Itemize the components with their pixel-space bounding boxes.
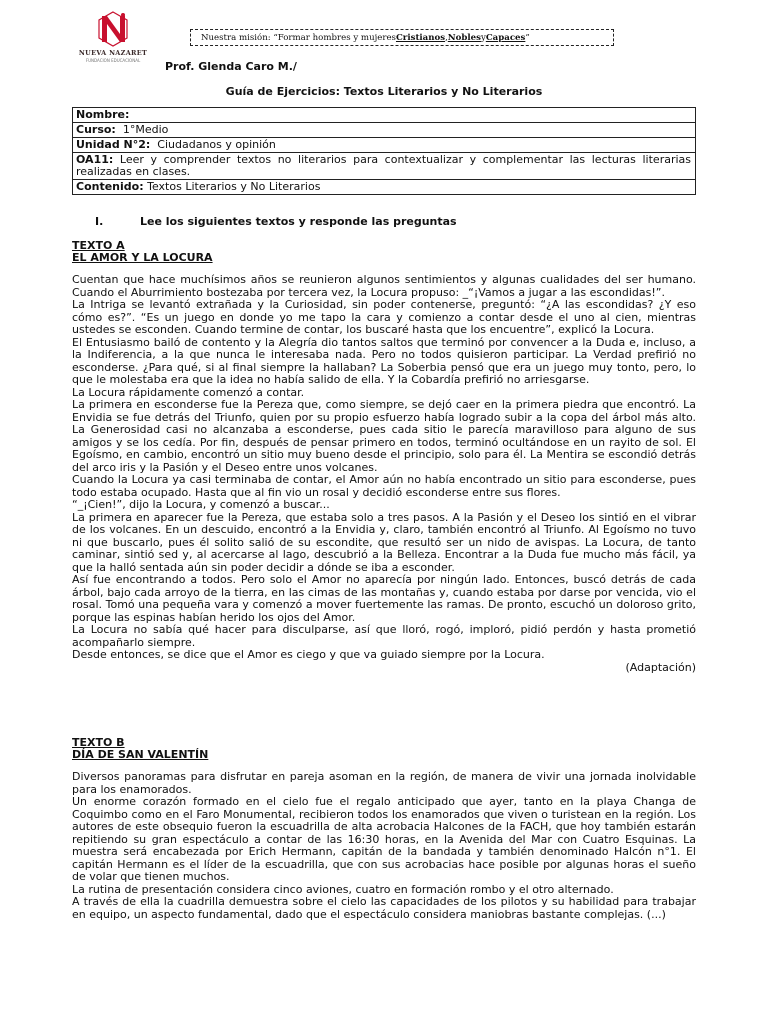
mission-separator: y bbox=[480, 32, 486, 43]
course-label: Curso: bbox=[76, 123, 116, 136]
table-row bbox=[73, 123, 696, 138]
texto-a-label: TEXTO A bbox=[72, 239, 125, 252]
school-logo-icon bbox=[93, 10, 133, 48]
table-row bbox=[73, 108, 696, 123]
school-logo bbox=[74, 10, 152, 72]
content-value: Textos Literarios y No Literarios bbox=[147, 180, 321, 193]
paragraph: La rutina de presentación considera cinco aviones, cuatro en formación rombo y el otro alternado. bbox=[72, 882, 614, 896]
unit-label: Unidad N°2: bbox=[76, 138, 151, 151]
name-label: Nombre: bbox=[76, 108, 130, 121]
paragraph: La primera en aparecer fue la Pereza, que estaba solo a tres pasos. A la Pasión y el Deseo los sintió en el vibrar de los volcanes. En un descuido, encontró a la Envidia y, claro, también encontró al Triunfo. Al Egoísmo no tuvo ni que buscarlo, pues él solito salió de su escondite, que resultó ser un nido de avispas. La Locura, de tanto caminar, sintió sed y, al acercarse al lago, descubrió a la Belleza. Encontrar a la Duda fue mucho más fácil, ya que la halló sentada aún sin poder decidir a dónde se iba a esconder. bbox=[72, 510, 696, 574]
name-cell[interactable] bbox=[73, 108, 696, 123]
texto-a-heading bbox=[72, 240, 213, 264]
mission-statement bbox=[190, 29, 614, 46]
school-subtitle: FUNDACION EDUCACIONAL bbox=[85, 58, 141, 63]
paragraph: Cuando la Locura ya casi terminaba de contar, el Amor aún no había encontrado un sitio para esconderse, pues todo estaba ocupado. Hasta que al fin vio un rosal y decidió esconderse entre sus flores. bbox=[72, 473, 696, 499]
texto-b-label: TEXTO B bbox=[72, 736, 125, 749]
teacher-name: Prof. Glenda Caro M./ bbox=[165, 60, 297, 73]
section-title: Lee los siguientes textos y responde las preguntas bbox=[140, 215, 457, 228]
page-title: Guía de Ejercicios: Textos Literarios y No Literarios bbox=[225, 85, 543, 98]
paragraph: Desde entonces, se dice que el Amor es ciego y que va guiado siempre por la Locura. bbox=[72, 648, 545, 661]
mission-separator: , bbox=[445, 32, 448, 43]
content-label: Contenido: bbox=[76, 180, 144, 193]
table-row bbox=[73, 153, 696, 180]
paragraph: La Locura no sabía qué hacer para disculparse, así que lloró, rogó, imploró, pidió perdón y hasta prometió acompañarlo siempre. bbox=[72, 623, 696, 649]
texto-b-title: DÍA DE SAN VALENTÍN bbox=[72, 748, 209, 761]
mission-end: ” bbox=[525, 32, 530, 43]
school-name: NUEVA NAZARET bbox=[78, 49, 148, 57]
source-note: (Adaptación) bbox=[625, 660, 696, 674]
texto-a-body bbox=[72, 274, 696, 674]
texto-b-heading bbox=[72, 737, 208, 761]
paragraph: La Locura rápidamente comenzó a contar. bbox=[72, 385, 305, 399]
unit-cell bbox=[73, 138, 696, 153]
objective-cell bbox=[73, 153, 696, 180]
course-cell bbox=[73, 123, 696, 138]
objective-label: OA11: bbox=[76, 153, 114, 166]
section-heading bbox=[95, 215, 457, 228]
paragraph: La primera en esconderse fue la Pereza que, como siempre, se dejó caer en la primera piedra que encontró. La Envidia se fue detrás del Triunfo, quien por su propio esfuerzo había logrado subir a la copa del árbol más alto. La Generosidad casi no alcanzaba a esconderse, pues cada sitio le parecía maravilloso para alguno de sus amigos y se los cedía. Por fin, después de pensar primero en todos, terminó ocultándose en un rayito de sol. El Egoísmo, en cambio, encontró un sitio muy bueno desde el principio, solo para él. La Mentira se escondió detrás del arco iris y la Pasión y el Deseo entre unos volcanes. bbox=[72, 398, 696, 474]
mission-word-cristianos: Cristianos bbox=[395, 32, 446, 43]
course-value: 1°Medio bbox=[122, 123, 169, 136]
student-info-table bbox=[72, 107, 696, 195]
paragraph: Un enorme corazón formado en el cielo fue el regalo anticipado que ayer, tanto en la playa Changa de Coquimbo como en el Faro Monumental, recibieron todos los enamorados que viven o turistean en la región. Los autores de este obsequio fueron la escuadrilla de alta acrobacia Halcones de la FACH, que hoy también estarán repitiendo su gran espectáculo a contar de las 16:30 horas, en la Avenida del Mar con Cuatro Esquinas. La muestra será encabezada por Erich Hermann, capitán de la bandada y también denominado Halcón n°1. El capitán Hermann es el líder de la escuadrilla, que con sus acrobacias hace posible por algunas horas el sueño de volar que tienen muchos. bbox=[72, 795, 696, 883]
paragraph: Cuentan que hace muchísimos años se reunieron algunos sentimientos y algunas cualidades del ser humano. Cuando el Aburrimiento bostezaba por tercera vez, la Locura propuso: _“¡Vamos a jugar a las escondidas!”. bbox=[72, 273, 696, 299]
paragraph: A través de ella la cuadrilla demuestra sobre el cielo las capacidades de los pilotos y su habilidad para trabajar en equipo, un aspecto fundamental, dado que el espectáculo considera maniobras bastante complejas. (...) bbox=[72, 895, 696, 921]
paragraph: Diversos panoramas para disfrutar en pareja asoman en la región, de manera de vivir una jornada inolvidable para los enamorados. bbox=[72, 770, 696, 796]
unit-value: Ciudadanos y opinión bbox=[157, 138, 276, 151]
content-cell bbox=[73, 180, 696, 195]
mission-word-nobles: Nobles bbox=[447, 32, 481, 43]
paragraph: La Intriga se levantó extrañada y la Curiosidad, sin poder contenerse, preguntó: “¿A las escondidas? ¿Y eso cómo es?”. “Es un juego en donde yo me tapo la cara y comienzo a contar desde el uno al cien, mientras ustedes se esconden. Cuando termine de contar, los buscaré hasta que los encuentre”, explicó la Locura. bbox=[72, 298, 696, 336]
mission-word-capaces: Capaces bbox=[485, 32, 526, 43]
paragraph: “_¡Cien!”, dijo la Locura, y comenzó a buscar... bbox=[72, 498, 330, 511]
table-row bbox=[73, 180, 696, 195]
table-row bbox=[73, 138, 696, 153]
paragraph: Así fue encontrando a todos. Pero solo el Amor no aparecía por ningún lado. Entonces, buscó detrás de cada árbol, bajo cada arroyo de la tierra, en las cimas de las montañas y, cuando estaba por darse por vencida, vio el rosal. Tomó una pequeña vara y comenzó a mover fuertemente las ramas. De pronto, escuchó un doloroso grito, porque las espinas habían herido los ojos del Amor. bbox=[72, 573, 696, 624]
objective-value: Leer y comprender textos no literarios para contextualizar y complementar las lecturas literarias realizadas en clases. bbox=[76, 153, 692, 178]
paragraph: El Entusiasmo bailó de contento y la Alegría dio tantos saltos que terminó por convencer a la Duda e, incluso, a la Indiferencia, a la que nunca le interesaba nada. Pero no todos quisieron participar. La Verdad prefirió no esconderse. ¿Para qué, si al final siempre la hallaban? La Soberbia pensó que era un juego muy tonto, pero, lo que le molestaba era que la idea no había salido de ella. Y la Cobardía prefirió no arriesgarse. bbox=[72, 335, 696, 386]
texto-b-body bbox=[72, 771, 696, 921]
mission-text: Nuestra misión: “Formar hombres y mujeres bbox=[201, 32, 396, 43]
texto-a-title: EL AMOR Y LA LOCURA bbox=[72, 251, 213, 264]
section-number: I. bbox=[95, 215, 104, 228]
